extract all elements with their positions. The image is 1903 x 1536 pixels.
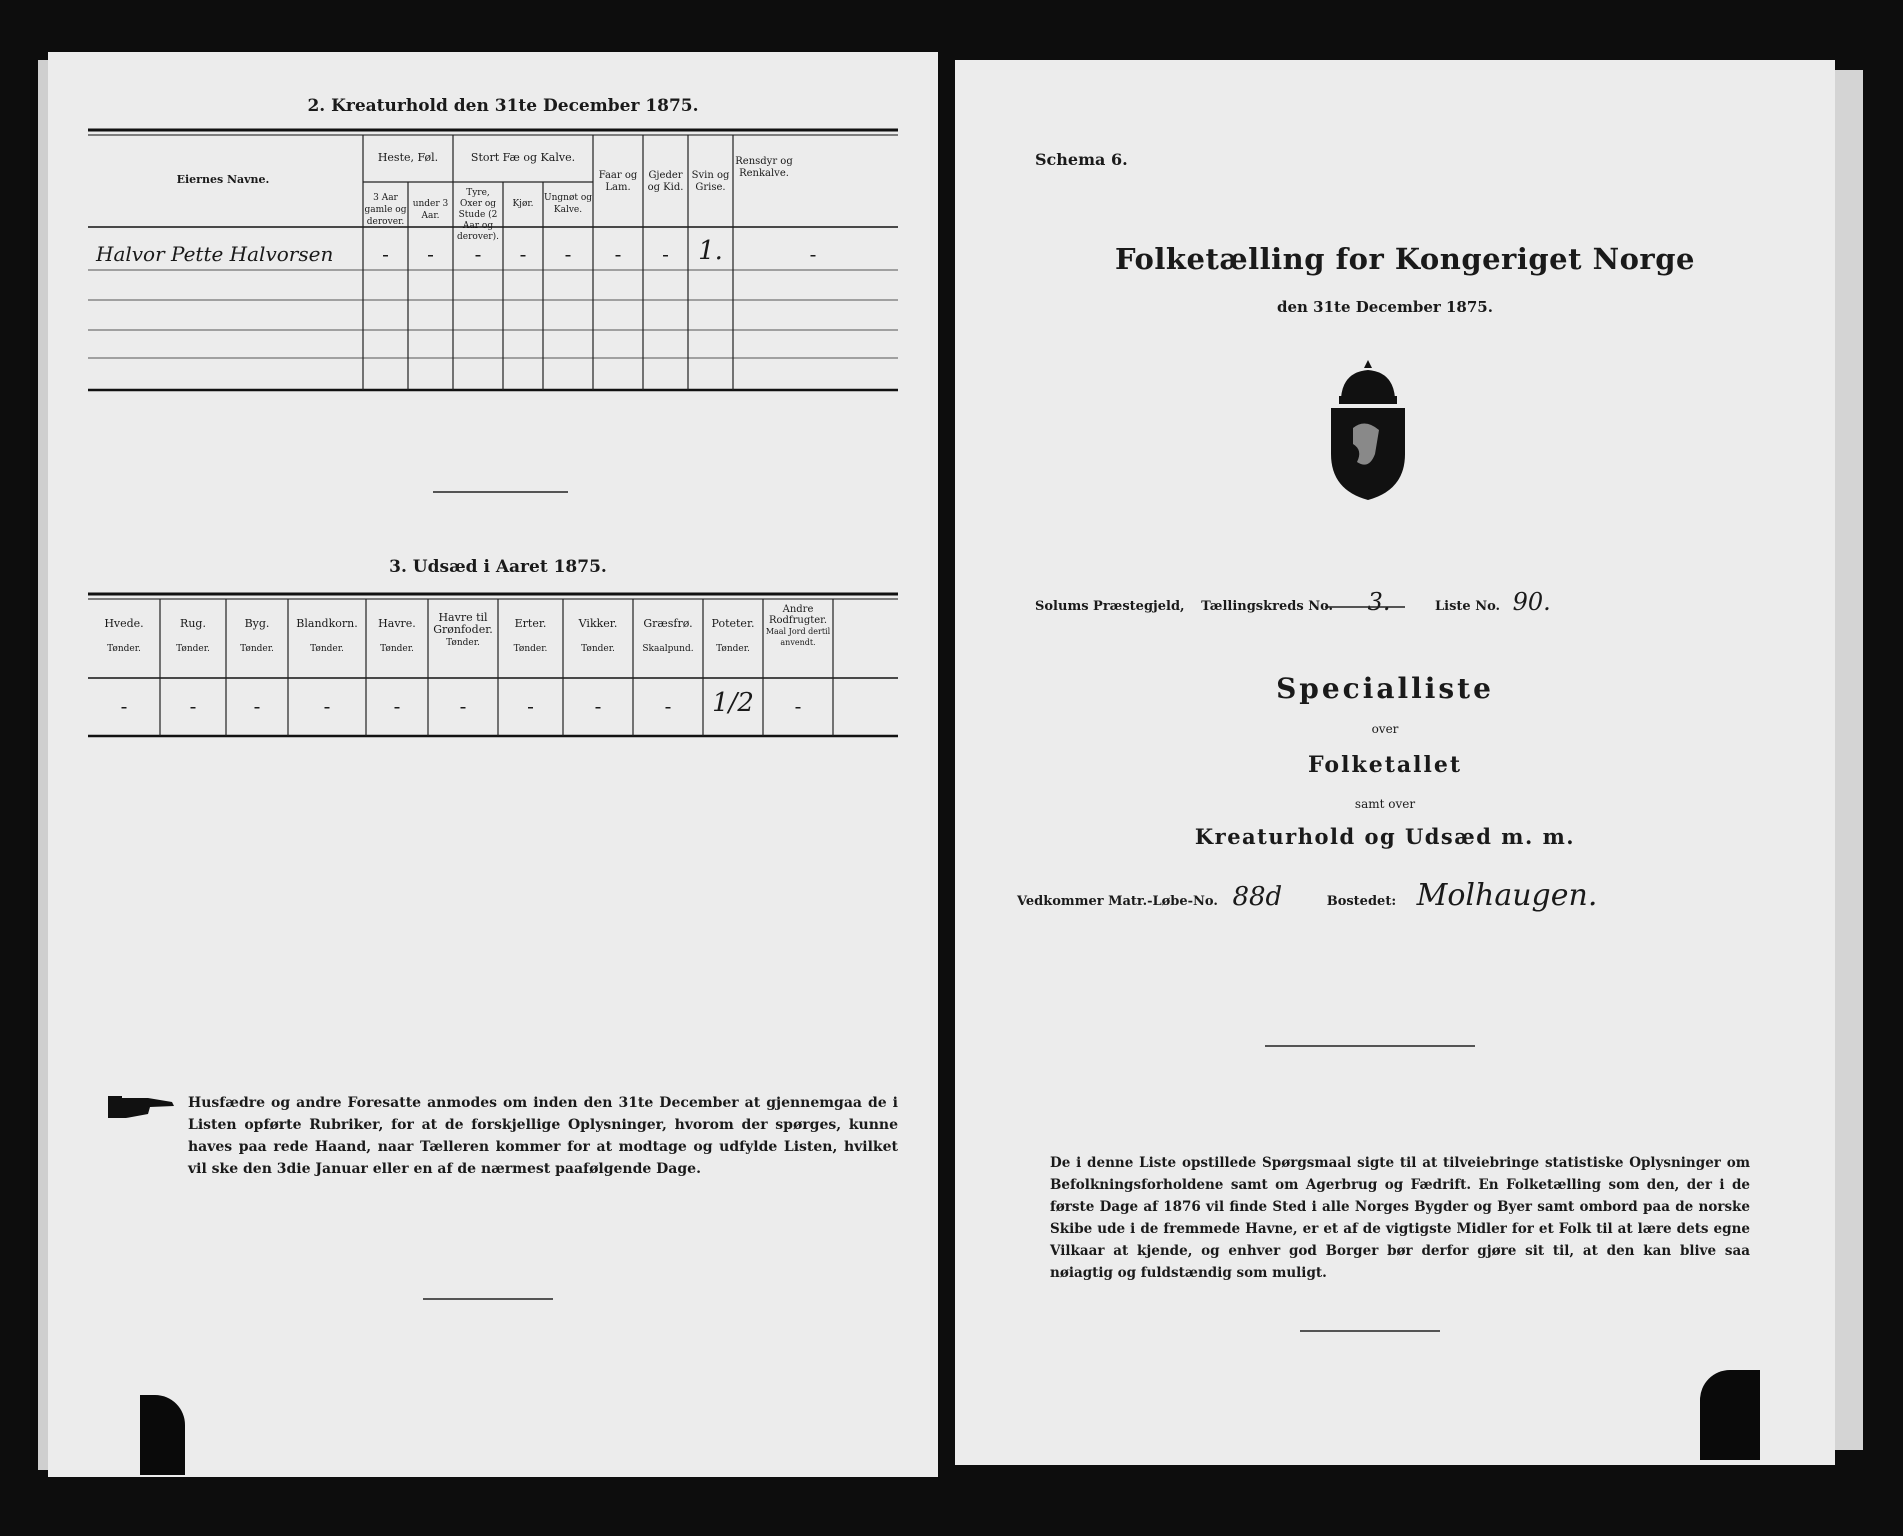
coat-of-arms-icon xyxy=(1323,358,1413,503)
divider-bottom xyxy=(955,1327,1835,1337)
document-title: Folketælling for Kongeriget Norge xyxy=(1115,242,1695,276)
bosted-value: Molhaugen. xyxy=(1416,878,1598,913)
col-svin: Svin og Grise. xyxy=(691,170,730,193)
left-page xyxy=(48,52,938,1477)
t3-value: 1/2 xyxy=(712,688,754,718)
row-value: - xyxy=(474,242,482,266)
col-heste-under3: under 3 Aar. xyxy=(412,199,449,221)
divider-bottom xyxy=(48,1295,938,1305)
row-value: - xyxy=(614,242,622,266)
col-ungnot: Ungnøt og Kalve. xyxy=(544,193,593,215)
col-gjeder: Gjeder og Kid. xyxy=(647,170,684,193)
row-value: - xyxy=(427,242,434,266)
samt-over-text: samt over xyxy=(1354,797,1416,811)
folketallet-heading: Folketallet xyxy=(1308,752,1462,778)
col-tyre: Tyre, Oxer og Stude (2 Aar og derover). xyxy=(457,188,499,242)
t3-value: - xyxy=(459,694,467,718)
t3-col-erter: Erter. Tønder. xyxy=(513,617,548,654)
document-date: den 31te December 1875. xyxy=(1277,298,1493,316)
row-value: - xyxy=(662,242,669,266)
prestegjeld-label: Solums Præstegjeld, xyxy=(1035,599,1185,614)
t3-value: - xyxy=(323,694,331,718)
page-edge-right xyxy=(1835,70,1863,1450)
t3-col-vikker: Vikker. Tønder. xyxy=(578,617,618,654)
t3-value: - xyxy=(527,694,534,718)
t3-value: - xyxy=(253,694,261,718)
notice-paragraph: Husfædre og andre Foresatte anmodes om inden den 31te December at gjennemgaa de i Listen opførte Rubriker, for at de forskjellige Oplysninger, hvorom der spørges, kunne haves paa rede Haand, naar Tælleren kommer for at modtage og udfylde Listen, hvilket vil ske den 3die Januar eller en af de nærmest paafølgende Dage. xyxy=(188,1095,898,1177)
t3-col-blandkorn: Blandkorn. Tønder. xyxy=(296,617,358,654)
t3-col-rodfrugter: Andre Rodfrugter. Maal Jord dertil anvendt. xyxy=(765,604,831,647)
pointing-hand-icon xyxy=(108,1092,178,1122)
matr-value: 88d xyxy=(1232,882,1283,912)
intro-paragraph: De i denne Liste opstillede Spørgsmaal sigte til at tilveiebringe statistiske Oplysninger om Befolkningsforholdene samt om Agerbrug og Fædrift. En Folketælling som den, der i de første Dage af 1876 vil finde Sted i alle Norges Bygder og Byer samt ombord paa de norske Skibe ude i de fremmede Havne, er et af de vigtigste Midler for et Folk til at lære dets egne Vilkaar at kjende, og enhver god Borger bør derfor gjøre sit til, at den kan blive saa nøiagtig og fuldstændig som muligt. xyxy=(1050,1155,1750,1281)
col-kjor: Kjør. xyxy=(512,199,534,209)
t3-col-hvede: Hvede. Tønder. xyxy=(104,617,144,654)
matr-label: Vedkommer Matr.-Løbe-No. xyxy=(1017,894,1218,909)
divider-mid xyxy=(955,1042,1835,1052)
divider-short xyxy=(955,603,1835,613)
section2-title: 2. Kreaturhold den 31te December 1875. xyxy=(307,96,699,116)
liste-value: 90. xyxy=(1512,588,1551,616)
t3-col-poteter: Poteter. Tønder. xyxy=(711,617,755,654)
t3-col-græsfro: Græsfrø. Skaalpund. xyxy=(642,617,694,654)
scanner-tab-left xyxy=(140,1395,185,1475)
specialliste-heading: Specialliste xyxy=(1276,672,1494,705)
liste-label: Liste No. xyxy=(1435,599,1501,614)
storfe-group-header: Stort Fæ og Kalve. xyxy=(470,151,576,164)
right-page xyxy=(955,60,1835,1465)
krets-label: Tællingskreds No. xyxy=(1201,599,1334,614)
owner-name-value: Halvor Pette Halvorsen xyxy=(96,242,334,266)
t3-col-gronfoder: Havre til Grønfoder. Tønder. xyxy=(433,611,493,648)
col-faar: Faar og Lam. xyxy=(598,170,638,193)
matrikkel-line xyxy=(1017,878,1817,913)
col-heste-3aar: 3 Aar gamle og derover. xyxy=(364,193,407,227)
section3-title: 3. Udsæd i Aaret 1875. xyxy=(389,557,607,577)
row-value: - xyxy=(809,242,817,266)
col-rensdyr: Rensdyr og Renkalve. xyxy=(735,156,793,179)
krets-value: 3. xyxy=(1367,588,1391,616)
t3-value: - xyxy=(189,694,197,718)
row-value: - xyxy=(519,242,527,266)
t3-value: - xyxy=(120,694,128,718)
bosted-label: Bostedet: xyxy=(1326,894,1397,909)
t3-col-havre: Havre. Tønder. xyxy=(378,617,416,654)
schema-label: Schema 6. xyxy=(1035,150,1128,169)
t3-value: - xyxy=(664,694,672,718)
row-value: 1. xyxy=(698,236,723,266)
t3-value: - xyxy=(393,694,401,718)
row-value: - xyxy=(564,242,572,266)
over-text: over xyxy=(1371,722,1399,736)
scanner-tab-right xyxy=(1700,1370,1760,1460)
t3-col-rug: Rug. Tønder. xyxy=(176,617,210,654)
t3-value: - xyxy=(794,694,802,718)
heste-group-header: Heste, Føl. xyxy=(377,151,439,164)
t3-col-byg: Byg. Tønder. xyxy=(240,617,274,654)
owner-name-header: Eiernes Navne. xyxy=(176,173,270,186)
row-value: - xyxy=(382,242,389,266)
kreaturhold-heading: Kreaturhold og Udsæd m. m. xyxy=(1194,824,1576,849)
t3-value: - xyxy=(594,694,602,718)
